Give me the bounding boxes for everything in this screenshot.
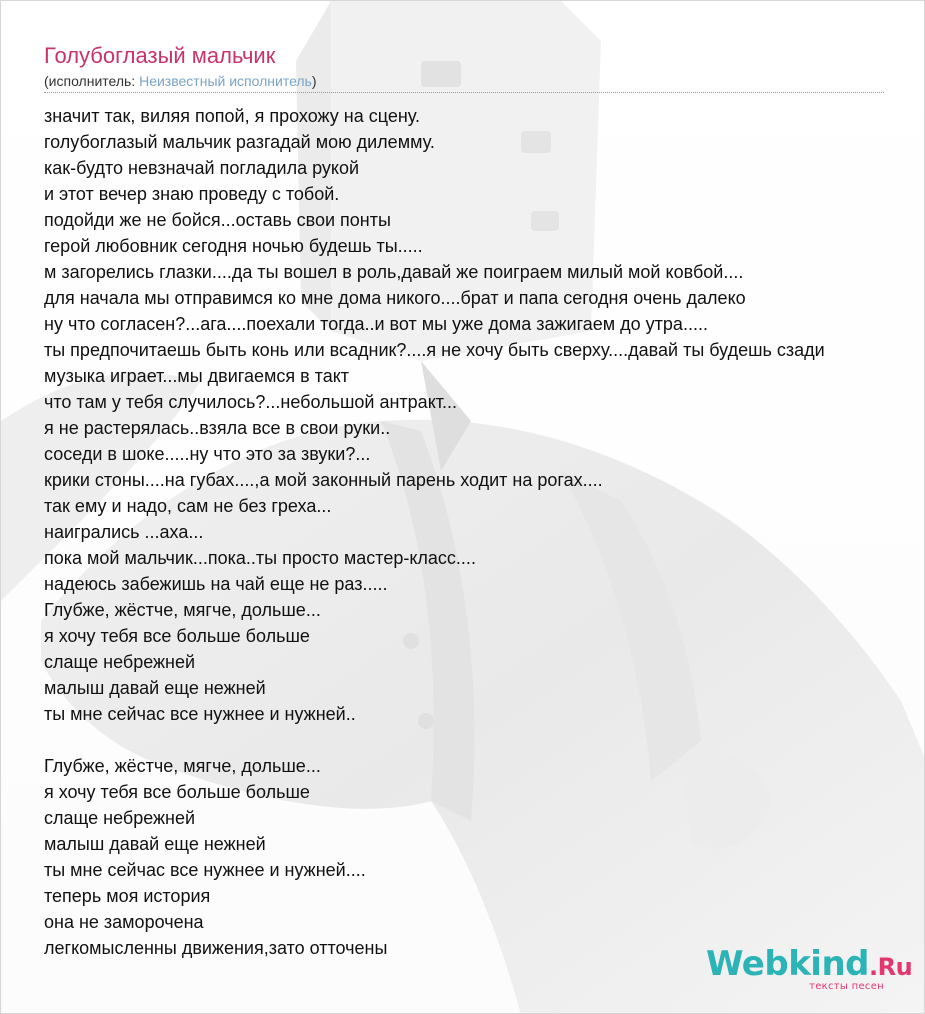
lyric-line: герой любовник сегодня ночью будешь ты..... xyxy=(44,236,423,256)
lyric-line: крики стоны....на губах....,а мой законный парень ходит на рогах.... xyxy=(44,470,603,490)
lyric-line: пока мой мальчик...пока..ты просто мастер-класс.... xyxy=(44,548,476,568)
song-title: Голубоглазый мальчик xyxy=(44,43,276,68)
artist-suffix: ) xyxy=(311,73,317,89)
lyric-line: так ему и надо, сам не без греха... xyxy=(44,496,332,516)
lyric-line: ты мне сейчас все нужнее и нужней.... xyxy=(44,860,366,880)
lyric-line: как-будто невзначай погладила рукой xyxy=(44,158,360,178)
artist-line xyxy=(44,72,924,90)
lyric-line: наигрались ...аха... xyxy=(44,522,204,542)
lyrics-text xyxy=(44,103,924,961)
lyric-line: для начала мы отправимся ко мне дома никого....брат и папа сегодня очень далеко xyxy=(44,288,746,308)
artist-prefix: (исполнитель: xyxy=(44,73,140,89)
lyric-line: подойди же не бойся...оставь свои понты xyxy=(44,210,391,230)
title-divider xyxy=(44,92,884,93)
lyric-line: малыш давай еще нежней xyxy=(44,834,266,854)
lyric-line: м загорелись глазки....да ты вошел в роль,давай же поиграем милый мой ковбой.... xyxy=(44,262,744,282)
webkind-logo[interactable] xyxy=(706,944,913,992)
lyric-line: ну что согласен?...ага....поехали тогда..и вот мы уже дома зажигаем до утра..... xyxy=(44,314,708,334)
logo-tld: .Ru xyxy=(869,953,913,981)
lyric-line: легкомысленны движения,зато отточены xyxy=(44,938,388,958)
lyric-line: слаще небрежней xyxy=(44,652,196,672)
lyric-blank-line xyxy=(44,727,924,753)
song-content xyxy=(44,41,924,961)
lyric-line: и этот вечер знаю проведу с тобой. xyxy=(44,184,340,204)
logo-subtitle: тексты песен xyxy=(809,981,884,992)
lyric-line: ты мне сейчас все нужнее и нужней.. xyxy=(44,704,356,724)
artist-link[interactable]: Неизвестный исполнитель xyxy=(139,73,312,89)
logo-main-text: Webkind xyxy=(706,944,869,984)
logo-wordmark xyxy=(706,944,913,984)
lyric-line: что там у тебя случилось?...небольшой антракт... xyxy=(44,392,458,412)
lyric-line: теперь моя история xyxy=(44,886,211,906)
lyric-line: значит так, виляя попой, я прохожу на сцену. xyxy=(44,106,420,126)
lyric-line: соседи в шоке.....ну что это за звуки?... xyxy=(44,444,371,464)
lyric-line: я хочу тебя все больше больше xyxy=(44,782,310,802)
lyric-line: голубоглазый мальчик разгадай мою дилемму. xyxy=(44,132,435,152)
lyric-line: слаще небрежней xyxy=(44,808,196,828)
lyric-line: музыка играет...мы двигаемся в такт xyxy=(44,366,350,386)
lyric-line: я хочу тебя все больше больше xyxy=(44,626,310,646)
lyric-line: малыш давай еще нежней xyxy=(44,678,266,698)
lyric-line: надеюсь забежишь на чай еще не раз..... xyxy=(44,574,388,594)
lyric-line: Глубже, жёстче, мягче, дольше... xyxy=(44,756,321,776)
lyric-line: ты предпочитаешь быть конь или всадник?....я не хочу быть сверху....давай ты будешь сзади xyxy=(44,340,825,360)
lyric-line: я не растерялась..взяла все в свои руки.. xyxy=(44,418,391,438)
lyric-line: она не заморочена xyxy=(44,912,204,932)
lyric-line: Глубже, жёстче, мягче, дольше... xyxy=(44,600,321,620)
